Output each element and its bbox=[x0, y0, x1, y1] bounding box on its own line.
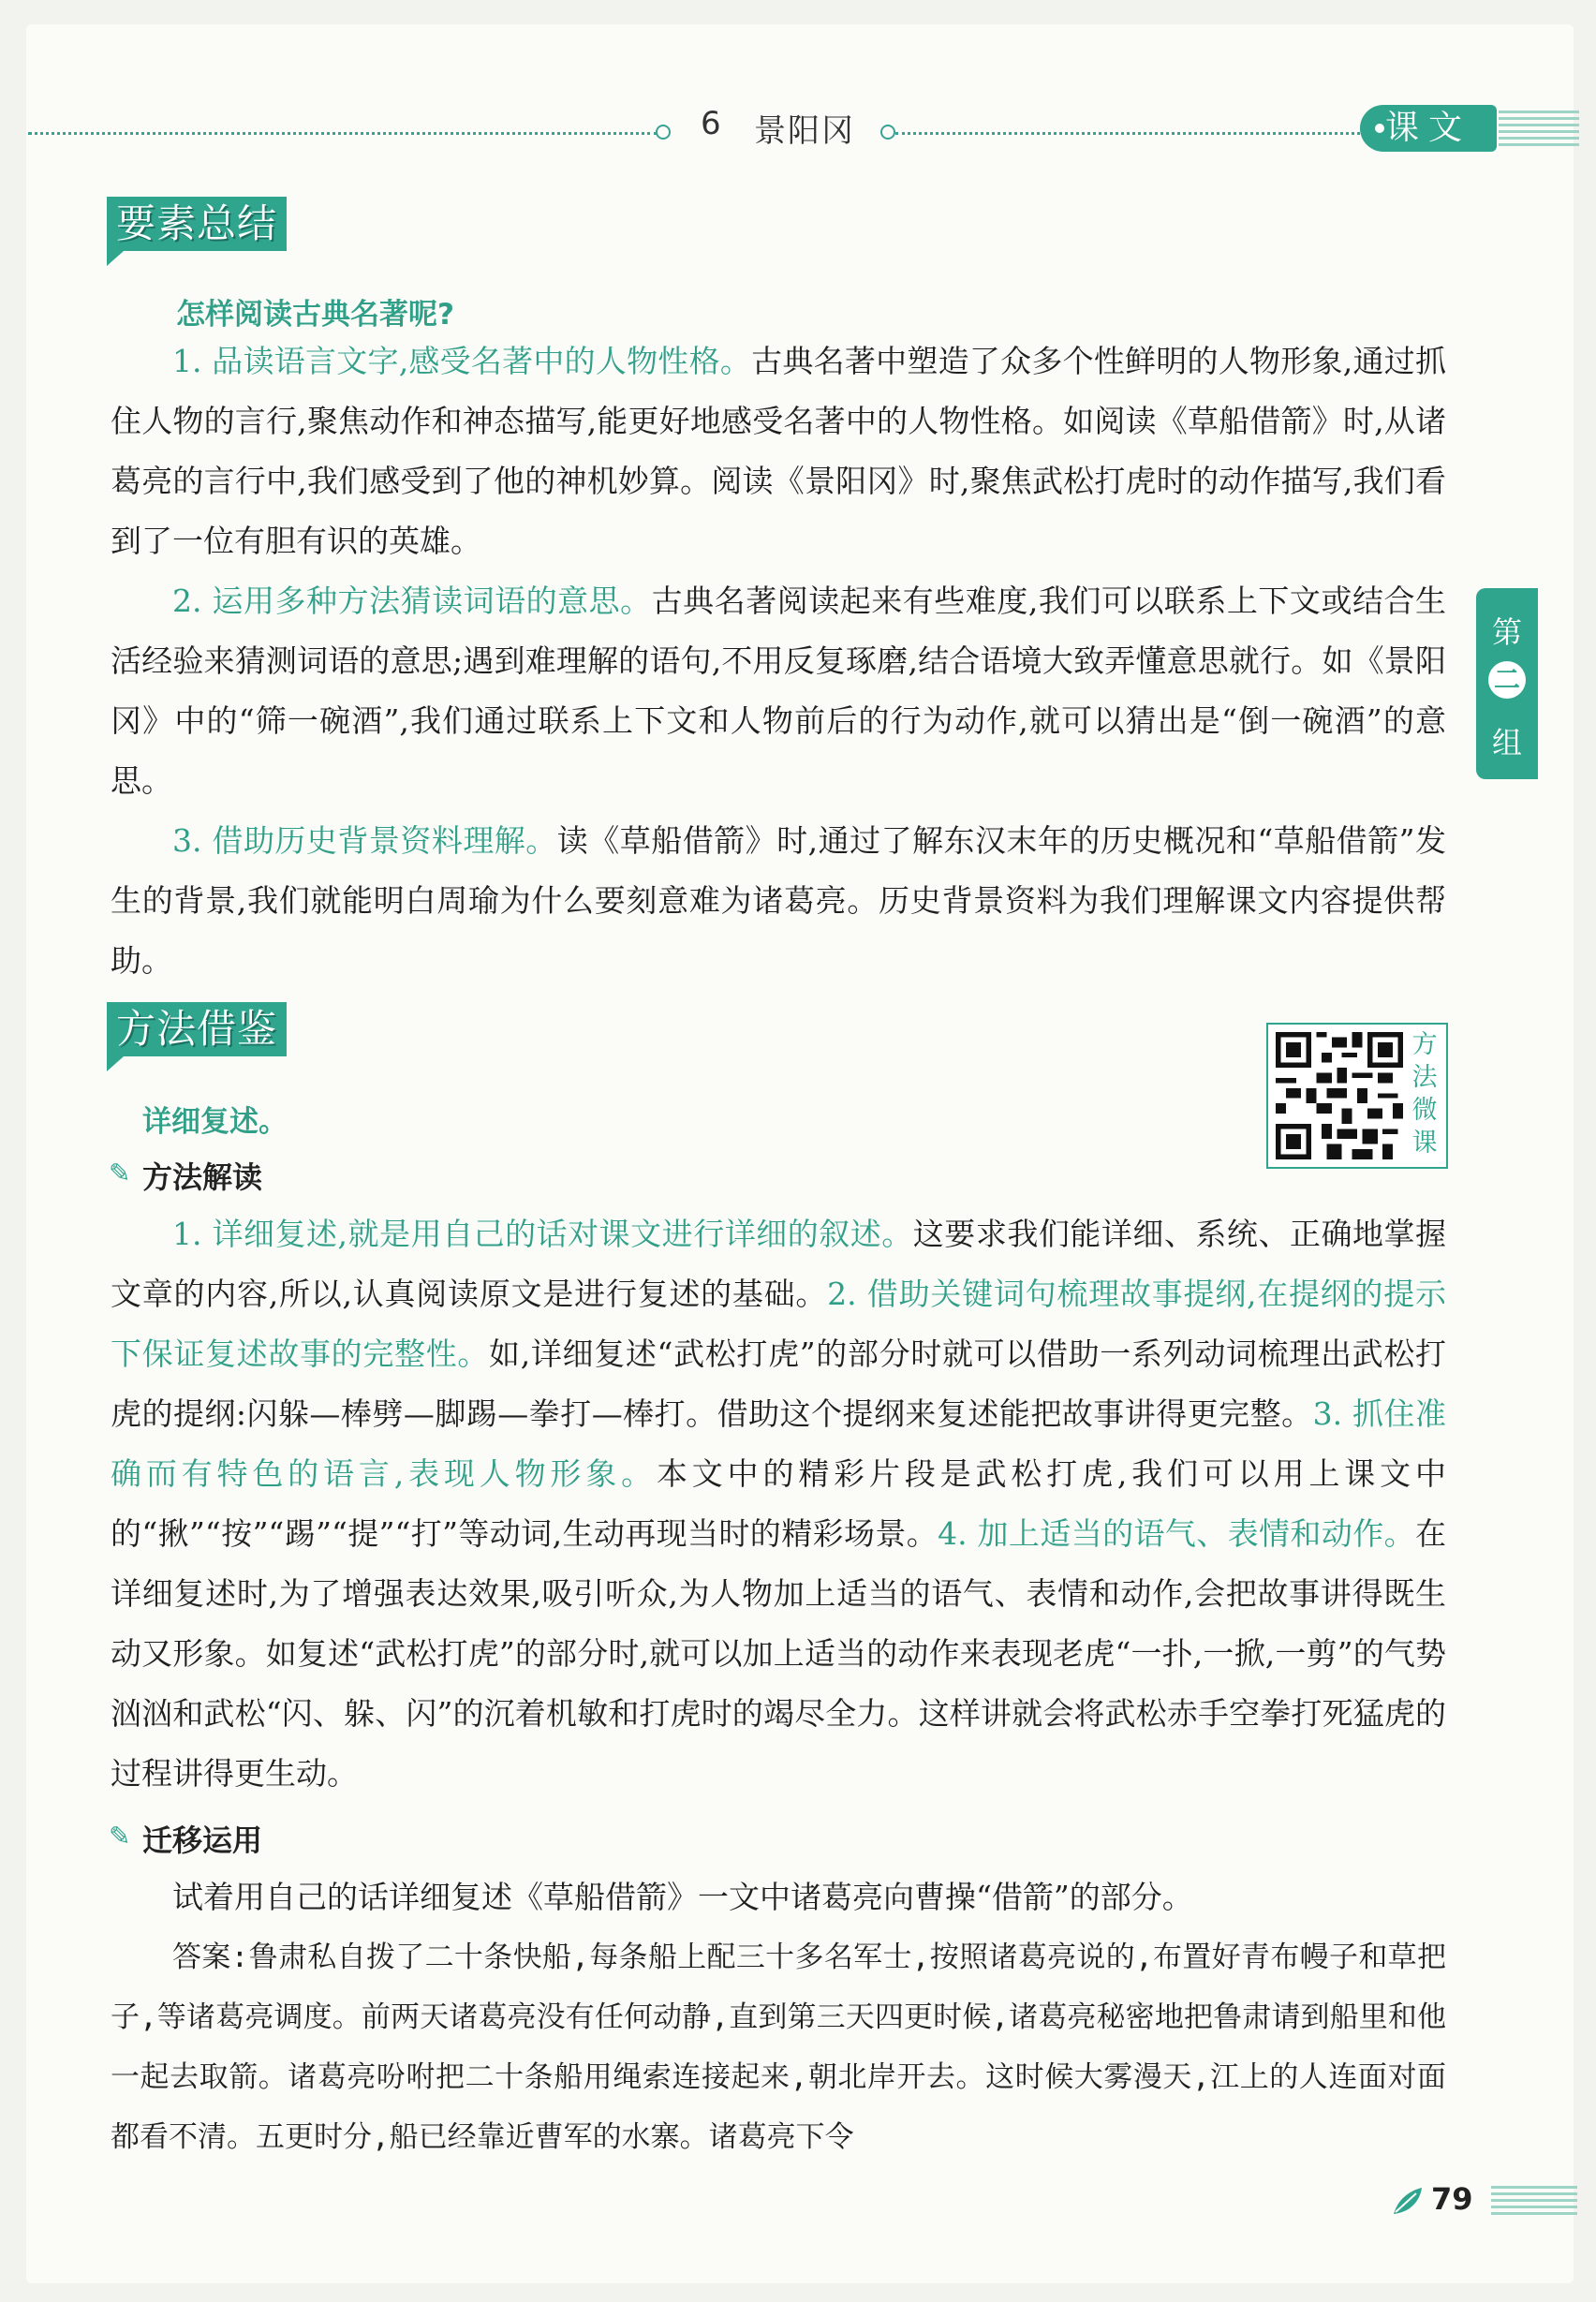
summary-point-1: 1. 品读语言文字,感受名著中的人物性格。 bbox=[172, 343, 752, 379]
qr-caption: 方法微课 bbox=[1411, 1030, 1438, 1158]
header-rule-dot bbox=[880, 125, 895, 140]
transfer-task: 试着用自己的话详细复述《草船借箭》一文中诸葛亮向曹操“借箭”的部分。 bbox=[172, 1879, 1193, 1915]
header-rule-right bbox=[895, 132, 1360, 135]
method-text-4: 在详细复述时,为了增强表达效果,吸引听众,为人物加上适当的语气、表情和动作,会把故事讲得既生动又形象。如复述“武松打虎”的部分时,就可以加上适当的动作来表现老虎“一扑,一掀,一剪”的气势汹汹和武松“闪、躲、闪”的沉着机敏和打虎时的竭尽全力。这样讲就会将武松赤手空拳打死猛虎的过程讲得更生动。 bbox=[111, 1515, 1446, 1792]
summary-text-1: 古典名著中塑造了众多个性鲜明的人物形象,通过抓住人物的言行,聚焦动作和神态描写,能更好地感受名著中的人物性格。如阅读《草船借箭》时,从诸葛亮的言行中,我们感受到了他的神机妙算。阅读《景阳冈》时,聚焦武松打虎时的动作描写,我们看到了一位有胆有识的英雄。 bbox=[111, 343, 1446, 559]
method-point-4: 4. 加上适当的语气、表情和动作。 bbox=[938, 1515, 1415, 1552]
side-tab-label: 组 bbox=[1491, 725, 1522, 760]
subheading-transfer: 迁移运用 bbox=[142, 1822, 263, 1858]
method-point-2: 2. 借助关键词句梳理故事提纲,在提纲的提示下保证复述故事的完整性。 bbox=[111, 1276, 1447, 1372]
page-number: 79 bbox=[1431, 2181, 1473, 2217]
summary-point-2: 2. 运用多种方法猜读词语的意思。 bbox=[172, 583, 652, 619]
summary-text-3: 读《草船借箭》时,通过了解东汉末年的历史概况和“草船借箭”发生的背景,我们就能明白周瑜为什么要刻意难为诸葛亮。历史背景资料为我们理解课文内容提供帮助。 bbox=[111, 822, 1446, 979]
method-text-2: 如,详细复述“武松打虎”的部分时就可以借助一系列动词梳理出武松打虎的提纲:闪躲—棒劈—脚踢—拳打—棒打。借助这个提纲来复述能把故事讲得更完整。 bbox=[111, 1335, 1447, 1432]
section-question: 怎样阅读古典名著呢? bbox=[176, 298, 454, 332]
summary-point-3: 3. 借助历史背景资料理解。 bbox=[172, 822, 557, 859]
header-rule-dot bbox=[656, 125, 671, 140]
summary-paragraph-2 bbox=[111, 571, 1446, 811]
method-point-1: 1. 详细复述,就是用自己的话对课文进行详细的叙述。 bbox=[172, 1216, 913, 1252]
subheading-method-reading: 方法解读 bbox=[142, 1159, 263, 1195]
pencil-icon: ✎ bbox=[109, 1158, 131, 1188]
side-tab-label: 第 bbox=[1491, 614, 1522, 650]
side-tab-number: 二 bbox=[1488, 661, 1526, 699]
method-paragraph bbox=[111, 1204, 1446, 1804]
pencil-icon: ✎ bbox=[109, 1821, 131, 1852]
answer-paragraph: 答案:鲁肃私自拨了二十条快船,每条船上配三十多名军士,按照诸葛亮说的,布置好青布幔子和草把子,等诸葛亮调度。前两天诸葛亮没有任何动静,直到第三天四更时候,诸葛亮秘密地把鲁肃请到船里和他一起去取箭。诸葛亮吩咐把二十条船用绳索连接起来,朝北岸开去。这时候大雾漫天,江上的人连面对面都看不清。五更时分,船已经靠近曹军的水寨。诸葛亮下令 bbox=[111, 1940, 1446, 2154]
method-text-1: 这要求我们能详细、系统、正确地掌握文章的内容,所以,认真阅读原文是进行复述的基础。 bbox=[111, 1216, 1447, 1312]
unit-side-tab bbox=[1476, 588, 1538, 779]
method-point-3: 3. 抓住准确而有特色的语言,表现人物形象。 bbox=[111, 1395, 1446, 1492]
lesson-number: 6 bbox=[701, 105, 721, 142]
summary-paragraph-1 bbox=[111, 332, 1446, 571]
section-heading-summary: 要素总结 bbox=[107, 197, 287, 251]
header-stripes bbox=[1499, 111, 1579, 150]
category-tab: 课文 bbox=[1360, 105, 1497, 152]
leaf-icon bbox=[1390, 2182, 1427, 2220]
summary-paragraph-3 bbox=[111, 811, 1446, 991]
section-heading-method: 方法借鉴 bbox=[107, 1002, 287, 1056]
qr-code-box[interactable] bbox=[1266, 1023, 1448, 1169]
footer-stripes bbox=[1491, 2186, 1577, 2218]
lesson-title: 景阳冈 bbox=[754, 112, 855, 150]
method-text-3: 本文中的精彩片段是武松打虎,我们可以用上课文中的“揪”“按”“踢”“提”“打”等动词,生动再现当时的精彩场景。 bbox=[111, 1455, 1446, 1552]
qr-code-icon bbox=[1276, 1032, 1403, 1159]
summary-text-2: 古典名著阅读起来有些难度,我们可以联系上下文或结合生活经验来猜测词语的意思;遇到难理解的语句,不用反复琢磨,结合语境大致弄懂意思就行。如《景阳冈》中的“筛一碗酒”,我们通过联系上下文和人物前后的行为动作,就可以猜出是“倒一碗酒”的意思。 bbox=[111, 583, 1446, 799]
header-rule-left bbox=[28, 132, 658, 135]
method-topic: 详细复述。 bbox=[142, 1105, 288, 1139]
